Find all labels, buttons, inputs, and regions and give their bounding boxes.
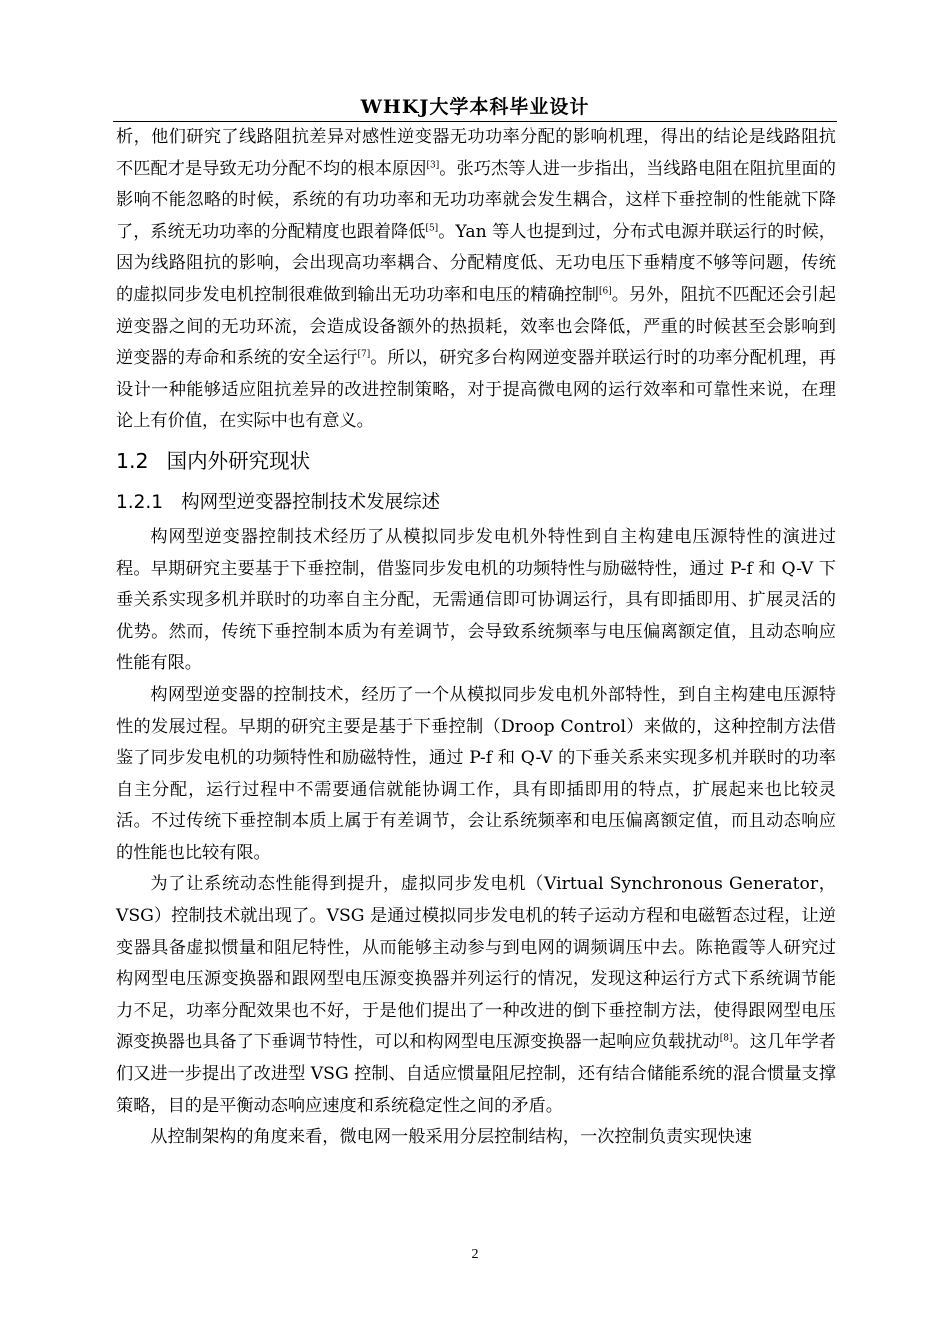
citation-5: [5] [425,223,439,234]
subsection-heading-1-2-1 [116,488,836,518]
page-body [116,122,836,1154]
paragraph-1: 析，他们研究了线路阻抗差异对感性逆变器无功功率分配的影响机理，得出的结论是线路阻抗不匹配才是导致无功分配不均的根本原因[3]。张巧杰等人进一步指出，当线路电阻在阻抗里面的影响不能忽略的时候，系统的有功功率和无功功率就会发生耦合，这样下垂控制的性能就下降了，系统无功功率的分配精度也跟着降低[5]。Yan 等人也提到过，分布式电源并联运行的时候，因为线路阻抗的影响，会出现高功率耦合、分配精度低、无功电压下垂精度不够等问题，传统的虚拟同步发电机控制很难做到输出无功功率和电压的精确控制[6]。另外，阻抗不匹配还会引起逆变器之间的无功环流，会造成设备额外的热损耗，效率也会降低，严重的时候甚至会影响到逆变器的寿命和系统的安全运行[7]。所以，研究多台构网逆变器并联运行时的功率分配机理，再设计一种能够适应阻抗差异的改进控制策略，对于提高微电网的运行效率和可靠性来说，在理论上有价值，在实际中也有意义。 [116,127,836,432]
paragraph-4: 为了让系统动态性能得到提升，虚拟同步发电机（Virtual Synchronous Generator，VSG）控制技术就出现了。VSG 是通过模拟同步发电机的转子运动方程和电磁暂态过程，让逆变器具备虚拟惯量和阻尼特性，从而能够主动参与到电网的调频调压中去。陈艳霞等人研究过构网型电压源变换器和跟网型电压源变换器并列运行的情况，发现这种运行方式下系统调节能力不足，功率分配效果也不好，于是他们提出了一种改进的倒下垂控制方法，使得跟网型电压源变换器也具备了下垂调节特性，可以和构网型电压源变换器一起响应负载扰动[8]。这几年学者们又进一步提出了改进型 VSG 控制、自适应惯量阻尼控制，还有结合储能系统的混合惯量支撑策略，目的是平衡动态响应速度和系统稳定性之间的矛盾。 [116,874,836,1116]
subsection-number: 1.2.1 [116,491,164,513]
paragraph-3: 构网型逆变器的控制技术，经历了一个从模拟同步发电机外部特性，到自主构建电压源特性的发展过程。早期的研究主要是基于下垂控制（Droop Control）来做的，这种控制方法借鉴了同步发电机的功频特性和励磁特性，通过 P-f 和 Q-V 的下垂关系来实现多机并联时的功率自主分配，运行过程中不需要通信就能协调工作，具有即插即用的特点，扩展起来也比较灵活。不过传统下垂控制本质上属于有差调节，会让系统频率和电压偏离额定值，而且动态响应的性能也比较有限。 [116,684,836,863]
paragraph-5: 从控制架构的角度来看，微电网一般采用分层控制结构，一次控制负责实现快速 [150,1127,752,1148]
section-heading-1-2 [116,446,836,476]
subsection-title: 构网型逆变器控制技术发展综述 [181,491,441,513]
section-title: 国内外研究现状 [166,448,311,473]
citation-6: [6] [598,286,612,297]
page-number: 2 [471,1247,479,1262]
citation-3: [3] [426,159,440,170]
section-number: 1.2 [116,448,149,473]
paragraph-2: 构网型逆变器控制技术经历了从模拟同步发电机外特性到自主构建电压源特性的演进过程。早期研究主要基于下垂控制，借鉴同步发电机的功频特性与励磁特性，通过 P-f 和 Q-V 下垂关系实现多机并联时的功率自主分配，无需通信即可协调运行，具有即插即用、扩展灵活的优势。然而，传统下垂控制本质为有差调节，会导致系统频率与电压偏离额定值，且动态响应性能有限。 [116,526,836,674]
page-header: WHKJ大学本科毕业设计 [360,96,590,118]
citation-7: [7] [357,349,371,360]
citation-8: [8] [719,1033,733,1044]
